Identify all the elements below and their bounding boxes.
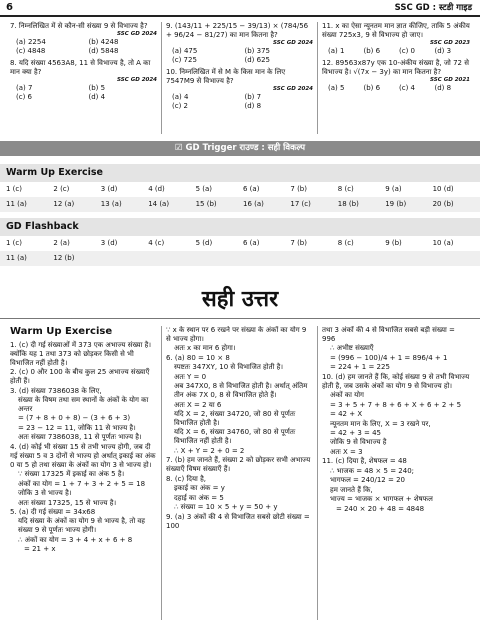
answer-row [0, 236, 480, 251]
answer-cell: 13 (a) [100, 200, 122, 208]
solution-line: इकाई का अंक = y [174, 484, 225, 493]
option: (a) 1 [328, 46, 345, 55]
answer-cell: 15 (b) [195, 200, 217, 208]
solution-line: जोकि 3 से भाज्य है। [18, 489, 72, 498]
option: (c) 4848 [16, 46, 46, 55]
solution-line: जोकि 9 से विभाज्य है [330, 438, 387, 447]
option: (c) 0 [399, 46, 415, 55]
question-text: 10. निम्नलिखित में से M के किस मान के लिए 7547M9 से विभाज्य है? [166, 67, 286, 85]
answer-cell: 10 (a) [432, 239, 454, 247]
solutions-heading: Warm Up Exercise [10, 326, 113, 337]
answer-cell: 12 (a) [53, 200, 75, 208]
option: (b) 6 [363, 83, 381, 92]
question-text: 9. (143/11 + 225/15 − 39/13) × (784/56 + 96/24 − 81/27) का मान कितना है? [166, 22, 309, 39]
section-title: Warm Up Exercise [0, 164, 480, 182]
solution-line: अंकों का योग = 1 + 7 + 3 + 2 + 5 = 18 [18, 479, 146, 488]
option: (a) 475 [172, 46, 198, 55]
answer-cell: 8 (c) [337, 185, 354, 193]
option: (b) 4248 [88, 37, 119, 46]
question-text: 8. यदि संख्या 4563A8, 11 से विभाज्य है, तो A का मान क्या है? [10, 58, 151, 76]
question-7 [10, 22, 157, 56]
answer-cell: 5 (d) [195, 239, 213, 247]
solution-line: 4. (d) कोई भी संख्या 15 से तभी भाज्य होगी, जब दी गई संख्या 5 व 3 दोनों से भाज्य हो अर्थात् इकाई का अंक 0 या 5 हो तथा संख्या के अंकों का योग 3 से भाज्य हो। [10, 442, 156, 469]
solution-line: 5. (a) दी गई संख्या = 34x68 [10, 507, 96, 516]
question-source: SSC GD 2024 [273, 39, 313, 46]
question-column-3 [318, 22, 474, 134]
solution-line: अतः संख्या 17325, 15 से भाज्य है। [18, 498, 117, 507]
option: (d) 8 [244, 101, 262, 110]
answer-cell: 3 (d) [100, 185, 118, 193]
solution-line: तथा 3 अंकों की 4 से विभाजित सबसे बड़ी संख्या = 996 [322, 326, 455, 343]
question-source: SSC GD 2021 [430, 76, 470, 83]
answer-cell: 20 (b) [432, 200, 454, 208]
solution-line: = 240 × 20 + 48 = 4848 [336, 504, 425, 513]
question-source: SSC GD 2024 [273, 85, 313, 92]
answer-cell: 1 (c) [6, 239, 22, 247]
checkbox-icon: ☑ [174, 143, 186, 153]
answer-cell: 16 (a) [243, 200, 264, 208]
option: (c) 725 [172, 55, 197, 64]
option: (c) 2 [172, 101, 188, 110]
question-source: SSC GD 2024 [117, 30, 157, 37]
solution-line: ∴ X + Y = 2 + 0 = 2 [174, 446, 245, 455]
answer-cell: 9 (b) [385, 239, 402, 247]
answer-cell: 4 (d) [148, 185, 165, 193]
book-title: SSC GD : स्टडी गाइड [394, 3, 472, 13]
solution-line: = 42 + X [330, 410, 363, 419]
question-9 [166, 22, 313, 65]
question-text: 7. निम्नलिखित में से कौन-सी संख्या 9 से विभाज्य है? [10, 22, 148, 30]
options [166, 93, 313, 111]
answer-cell: 1 (c) [6, 185, 22, 193]
answer-row [0, 197, 480, 212]
solution-line: = (996 − 100)/4 + 1 = 896/4 + 1 [330, 353, 448, 362]
answer-cell: 4 (c) [148, 239, 165, 247]
solution-column-1 [6, 326, 162, 620]
option: (c) 4 [399, 83, 415, 92]
answer-cell: 3 (d) [100, 239, 118, 247]
option: (d) 5848 [88, 46, 119, 55]
solution-line: 3. (d) संख्या 7386038 के लिए, [10, 386, 102, 395]
answer-cell: 6 (a) [243, 239, 260, 247]
solution-line: अतः x का मान 6 होगा। [174, 344, 236, 353]
solution-line: अंकों का योग [330, 391, 364, 400]
solution-line: न्यूनतम मान के लिए, X = 3 रखने पर, [330, 419, 431, 428]
question-text: 11. x का ऐसा न्यूनतम मान ज्ञात कीजिए, ताकि 5 अंकीय संख्या 725x3, 9 से विभाज्य हो जाए। [322, 22, 470, 39]
solution-line: = 23 − 12 = 11, जोकि 11 से भाज्य है। [18, 423, 136, 432]
solution-line: 8. (c) दिया है, [166, 474, 207, 483]
trigger-round-banner [0, 141, 480, 156]
solution-line: अतः X = 3 [330, 447, 363, 456]
warmup-answer-key [0, 164, 480, 212]
question-source: SSC GD 2023 [430, 39, 470, 46]
question-column-1 [6, 22, 162, 134]
solution-line: ∵ संख्या 17325 में इकाई का अंक 5 है। [18, 470, 125, 479]
solution-line: हम जानते हैं कि, [330, 485, 373, 494]
solution-line: अतः संख्या 7386038, 11 से पूर्णतः भाज्य है। [18, 433, 142, 442]
solution-line: ∴ अंकों का योग = 3 + 4 + x + 6 + 8 [18, 535, 133, 544]
solution-line: भाज्य = भाजक × भागफल + शेषफल [330, 495, 433, 504]
solution-line: 10. (d) हम जानते हैं कि, कोई संख्या 9 से तभी विभाज्य होती है, जब उसके अंकों का योग 9 से विभाज्य हो। [322, 372, 470, 390]
solution-columns [6, 326, 474, 620]
answer-cell: 10 (d) [432, 185, 454, 193]
solution-line: दहाई का अंक = 5 [174, 493, 224, 502]
answer-cell: 7 (b) [290, 185, 307, 193]
option: (a) 7 [16, 83, 33, 92]
solution-line: यदि संख्या के अंकों का योग 9 से भाज्य है, तो वह संख्या 9 से पूर्णतः भाज्य होगी। [18, 517, 146, 535]
solution-line: = 224 + 1 = 225 [330, 363, 390, 372]
option: (d) 8 [434, 83, 452, 92]
question-source: SSC GD 2024 [117, 76, 157, 83]
solution-line: = 21 + x [24, 545, 56, 554]
option: (c) 6 [16, 92, 32, 101]
answer-row [0, 182, 480, 197]
section-title: GD Flashback [0, 218, 480, 236]
options [166, 47, 313, 65]
page-header [0, 0, 480, 17]
solution-line: ∴ संख्या = 10 × 5 + y = 50 + y [174, 503, 278, 512]
solution-line: यदि X = 6, संख्या 34760, जो 80 से पूर्णतः विभाजित नहीं होती है। [174, 428, 296, 446]
solution-line: = 42 + 3 = 45 [330, 428, 381, 437]
answer-cell: 12 (b) [53, 254, 75, 262]
solution-line: 7. (b) हम जानते हैं, संख्या 2 को छोड़कर सभी अभाज्य संख्याएँ विषम संख्याएँ हैं। [166, 456, 311, 474]
solution-line: = 3 + 5 + 7 + 8 + 6 + X + 6 + 2 + 5 [330, 400, 462, 409]
option: (b) 5 [88, 83, 106, 92]
answer-cell: 14 (a) [148, 200, 170, 208]
banner-text: GD Trigger राउण्ड : सही विकल्प [185, 143, 306, 153]
question-8 [10, 59, 157, 102]
answer-cell: 2 (a) [53, 239, 70, 247]
solution-line: = (7 + 8 + 0 + 8) − (3 + 6 + 3) [18, 414, 131, 423]
option: (a) 2254 [16, 37, 46, 46]
answer-cell: 7 (b) [290, 239, 307, 247]
option: (a) 5 [328, 83, 345, 92]
option: (a) 4 [172, 92, 189, 101]
answer-cell: 8 (c) [337, 239, 354, 247]
solution-line: अतः X = 2 या 6 [174, 400, 222, 409]
solution-line: 11. (c) दिया है, शेषफल = 48 [322, 457, 407, 466]
answer-row [0, 251, 480, 266]
option: (b) 7 [244, 92, 262, 101]
question-12 [322, 59, 470, 93]
options [10, 38, 157, 56]
flashback-answer-key [0, 218, 480, 266]
divider [0, 318, 480, 319]
answer-cell: 19 (b) [385, 200, 407, 208]
answer-cell: 2 (c) [53, 185, 70, 193]
options [322, 47, 470, 56]
answer-cell: 18 (b) [337, 200, 359, 208]
answer-cell: 9 (a) [385, 185, 402, 193]
solution-line: ∴ भाजक = 48 × 5 = 240; [330, 466, 415, 475]
solution-line: अतः Y = 0 [174, 372, 207, 381]
solution-line: अब 347X0, 8 से विभाजित होती है। अर्थात् अंतिम तीन अंक 7X 0, 8 से विभाजित होते हैं। [174, 382, 308, 400]
solution-line: स्पष्टतः 347XY, 10 से विभाजित होती है। [174, 363, 283, 372]
answer-cell: 6 (a) [243, 185, 260, 193]
solution-line: यदि X = 2, संख्या 34720, जो 80 से पूर्णतः विभाजित होती है। [174, 410, 296, 428]
question-text: 12. 89563x87y एक 10-अंकीय संख्या है, जो 72 से विभाज्य है। √(7x − 3y) का मान कितना है? [322, 58, 469, 76]
answer-cell: 11 (a) [6, 200, 27, 208]
answers-heading: सही उत्तर [201, 287, 279, 312]
page-number: 6 [6, 2, 13, 13]
solution-line: संख्या के विषम तथा सम स्थानों के अंकों के योग का अन्तर [18, 396, 149, 413]
option: (b) 375 [244, 46, 270, 55]
question-10 [166, 68, 313, 111]
option: (d) 3 [434, 46, 452, 55]
solution-line: 2. (c) 0 और 100 के बीच कुल 25 अभाज्य संख्याएँ होती हैं। [10, 368, 150, 386]
solution-line: भागफल = 240/12 = 20 [330, 476, 405, 485]
options [10, 84, 157, 102]
option: (d) 4 [88, 92, 106, 101]
solution-column-2 [162, 326, 318, 620]
solution-line: 9. (a) 3 अंकों की 4 से विभाजित सबसे छोटी संख्या = 100 [166, 512, 310, 530]
solution-line: ∴ अभीष्ट संख्याएँ [330, 344, 374, 353]
solution-line: 1. (c) दी गई संख्याओं में 373 एक अभाज्य संख्या है। क्योंकि यह 1 तथा 373 को छोड़कर किसी से भी विभाजित नहीं होती है। [10, 340, 152, 367]
solution-line: 6. (a) 80 = 10 × 8 [166, 353, 230, 362]
answer-cell: 11 (a) [6, 254, 27, 262]
answer-cell: 5 (a) [195, 185, 213, 193]
question-11 [322, 22, 470, 56]
answer-cell: 17 (c) [290, 200, 311, 208]
question-columns [6, 22, 474, 134]
option: (d) 625 [244, 55, 270, 64]
solution-line: ∵ x के स्थान पर 6 रखने पर संख्या के अंकों का योग 9 से भाज्य होगा। [166, 326, 307, 343]
question-column-2 [162, 22, 318, 134]
option: (b) 6 [363, 46, 381, 55]
solution-column-3 [318, 326, 474, 620]
options [322, 84, 470, 93]
